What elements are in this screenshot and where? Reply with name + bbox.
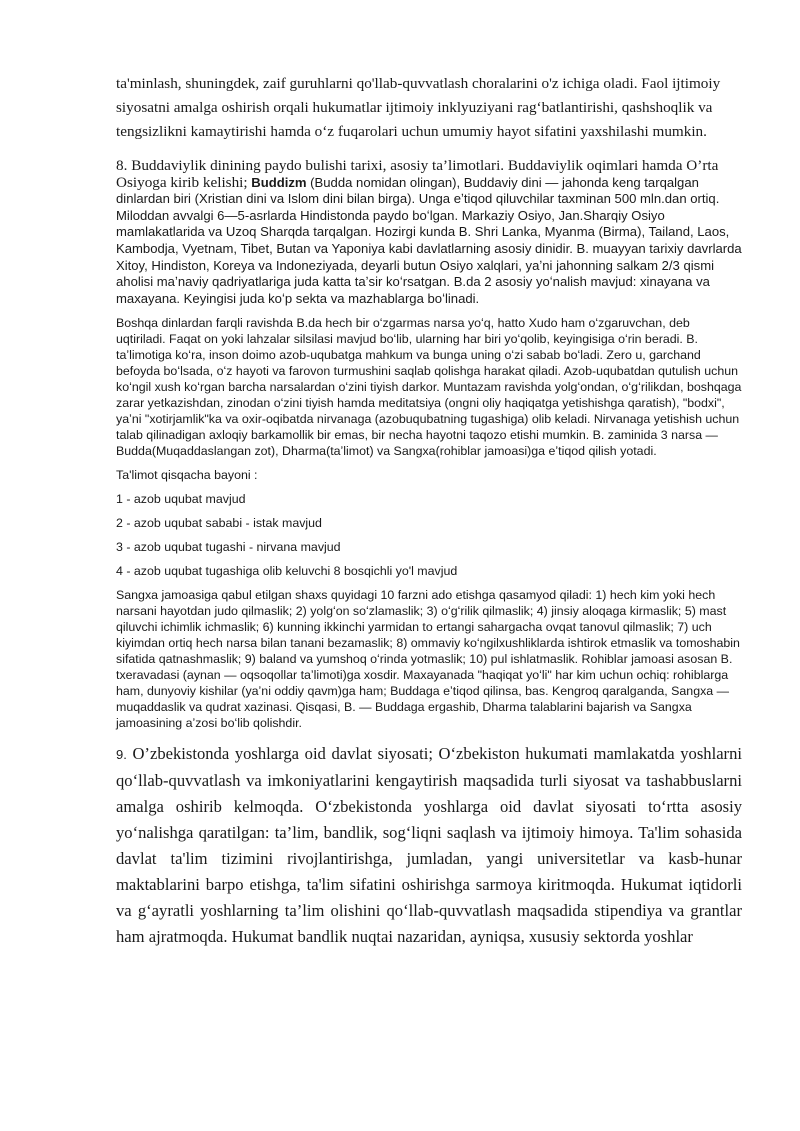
- summary-title: Ta'limot qisqacha bayoni :: [116, 468, 258, 483]
- intro-paragraph: ta'minlash, shuningdek, zaif guruhlarni qo'llab-quvvatlash choralarini o'z ichiga oladi. Faol ijtimoiy siyosatni amalga oshirish orqali hukumatlar ijtimoiy inklyuziyani rag‘batlantirishi, qashshoqlik va tengsizlikni kamaytirishi hamda o‘z fuqarolari uchun umumiy hayot sifatini yaxshilashi mumkin.: [116, 75, 721, 140]
- sangxa-paragraph: Sangxa jamoasiga qabul etilgan shaxs quyidagi 10 farzni ado etishga qasamyod qiladi: 1) hech kim yoki hech narsani hayotdan judo qilmaslik; 2) yolgʻon soʻzlamaslik; 3) oʻgʻrilik qilmaslik; 4) jinsiy aloqaga kirmaslik; 5) mast qiluvchi ichimlik ichmaslik; 6) kunning ikkinchi yarmidan to ertangi sahargacha ovqat tanovul qilmaslik; 7) uch kiyimdan ortiq hech narsa bilan tanani bezamaslik; 8) ommaviy koʻngilxushliklarda ishtirok etmaslik va tomoshabin sifatida qatnashmaslik; 9) baland va yumshoq oʻrinda yotmaslik; 10) pul ishlatmaslik. Rohiblar jamoasi asosan B. txeravadasi (aynan — oqsoqollar taʼlimoti)ga xosdir. Maxayanada "haqiqat yoʻli" har kim uchun ochiq: rohiblarga ham, dunyoviy kishilar (yaʼni oddiy qavm)ga ham; Buddaga eʼtiqod qilinsa, bas. Kengroq qaralganda, Sangxa — muqaddaslik va qudrat xazinasi. Qisqasi, B. — Buddaga ergashib, Dharma talablarini bajarish va Sangxa jamoasining aʼzosi boʻlib qolishdir.: [116, 588, 740, 731]
- buddhism-heading: 8. Buddaviylik dinining paydo bulishi tarixi, asosiy ta’limotlari. Buddaviylik oqimlari hamda O’rta Osiyoga kirib kelishi;: [116, 157, 719, 191]
- buddhism-intro-paragraph: [116, 158, 742, 307]
- truth-item-3: 3 - azob uqubat tugashi - nirvana mavjud: [116, 540, 341, 555]
- buddhism-term: Buddizm: [251, 174, 307, 190]
- buddhism-teaching-paragraph: Boshqa dinlardan farqli ravishda B.da hech bir oʻzgarmas narsa yoʻq, hatto Xudo ham oʻzgaruvchan, deb uqtiriladi. Faqat on yoki lahzalar silsilasi mavjud boʻlib, ularning har biri yoʻqolib, keyingisiga oʻrin beradi. B. taʼlimotiga koʻra, inson doimo azob-uqubatga mahkum va bunga uning oʻzi sabab boʻladi. Zero u, garchand befoyda boʻlsada, oʻz hayoti va farovon turmushini saqlab qolishga harakat qiladi. Azob-uqubatdan qutulish uchun koʻngil xush koʻrgan barcha narsalardan oʻzini tiyish darkor. Muntazam ravishda yolgʻondan, oʻgʻrilikdan, boshqaga zarar yetkazishdan, zinodan oʻzini tiyish hamda meditatsiya (ongni oliy haqiqatga yetishishga qaratish), "bodxi", yaʼni "xotirjamlik"ka va oxir-oqibatda nirvanaga (azobuqubatning tugashiga) olib keladi. Nirvanaga yetishish uchun talab qilinadigan axloqiy barkamollik bir emas, bir necha hayotni taqozo etishi mumkin. B. zaminida 3 narsa — Budda(Muqaddaslangan zot), Dharma(taʼlimot) va Sangxa(rohiblar jamoasi)ga eʼtiqod qilish yotadi.: [116, 316, 742, 459]
- youth-policy-text: O’zbekistonda yoshlarga oid davlat siyosati; O‘zbekiston hukumati mamlakatda yoshlarni qo‘llab-quvvatlash va imkoniyatlarini kengaytirish maqsadida turli siyosat va tashabbuslarni amalga oshirib kelmoqda. O‘zbekistonda yoshlarga oid davlat siyosati to‘rtta asosiy yo‘nalishga qaratilgan: ta’lim, bandlik, sog‘liqni saqlash va ijtimoiy himoya. Ta'lim sohasida davlat ta'lim tizimini rivojlantirishga, jumladan, yangi universitetlar va kasb-hunar maktablarini barpo etishga, ta'lim sifatini oshirishga sarmoya kiritmoqda. Hukumat iqtidorli va g‘ayratli yoshlarning ta’lim olishini qo‘llab-quvvatlash maqsadida stipendiya va grantlar ham ajratmoqda. Hukumat bandlik nuqtai nazaridan, ayniqsa, xususiy sektorda yoshlar: [116, 744, 742, 947]
- truth-item-4: 4 - azob uqubat tugashiga olib keluvchi 8 bosqichli yo'l mavjud: [116, 564, 458, 579]
- youth-policy-paragraph: [116, 741, 742, 950]
- document-page: [116, 72, 742, 950]
- buddhism-intro-text: (Budda nomidan olingan), Buddaviy dini — jahonda keng tarqalgan dinlardan biri (Xristian dini va Islom dini bilan birga). Unga eʼtiqod qiluvchilar taxminan 500 mln.dan ortiq. Miloddan avvalgi 6—5-asrlarda Hindistonda paydo boʻlgan. Markaziy Osiyo, Jan.Sharqiy Osiyo mamlakatlarida va Uzoq Sharqda tarqalgan. Hozirgi kunda B. Shri Lanka, Myanma (Birma), Tailand, Laos, Kambodja, Vyetnam, Tibet, Butan va Yaponiya kabi davlatlarning asosiy dinidir. B. muayyan tarixiy davrlarda Xitoy, Hindiston, Koreya va Indoneziyada, deyarli butun Osiyo xalqlari, yaʼni jahonning salkam 2/3 qismi aholisi maʼnaviy qadriyatlariga juda katta taʼsir koʻrsatgan. B.da 2 asosiy yoʻnalish mavjud: xinayana va maxayana. Keyingisi juda koʻp sekta va mazhablarga boʻlinadi.: [116, 174, 742, 306]
- truth-item-1: 1 - azob uqubat mavjud: [116, 492, 246, 507]
- youth-section-number: 9.: [116, 747, 127, 763]
- truth-item-2: 2 - azob uqubat sababi - istak mavjud: [116, 516, 322, 531]
